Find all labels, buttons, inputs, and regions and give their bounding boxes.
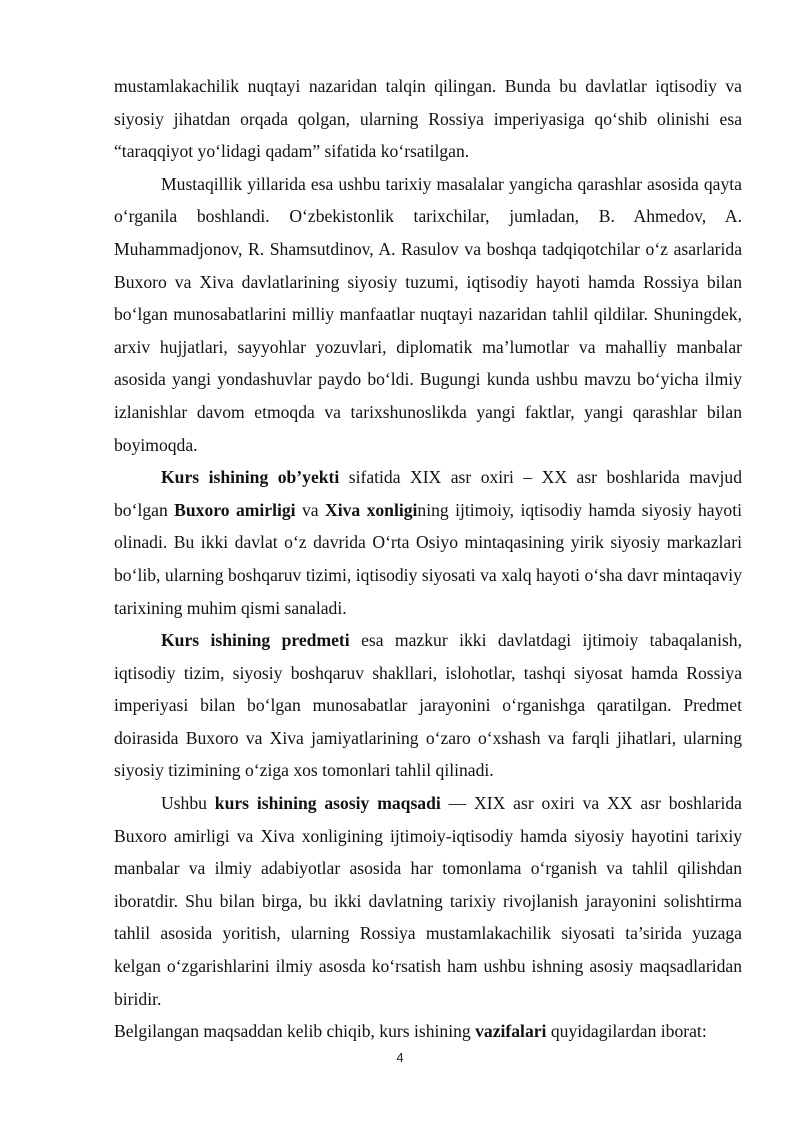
paragraph-text: Mustaqillik yillarida esa ushbu tarixiy masalalar yangicha qarashlar asosida qayta o‘rganila boshlandi. O‘zbekistonlik tarixchilar, jumladan, B. Ahmedov, A. Muhammadjonov, R. Shamsutdinov, A. Rasulov va boshqa tadqiqotchilar o‘z asarlarida Buxoro va Xiva davlatlarining siyosiy tuzumi, iqtisodiy hayoti hamda Rossiya bilan bo‘lgan munosabatlarini milliy manfaatlar nuqtayi nazaridan tahlil qildilar. Shuningdek, arxiv hujjatlari, sayyohlar yozuvlari, diplomatik ma’lumotlar va mahalliy manbalar asosida yangi yondashuvlar paydo bo‘ldi. Bugungi kunda ushbu mavzu bo‘yicha ilmiy izlanishlar davom etmoqda va tarixshunoslikda yangi faktlar, yangi qarashlar bilan boyimoqda. bbox=[114, 173, 742, 455]
paragraph-historiography bbox=[114, 168, 742, 461]
paragraph-text: quyidagilardan iborat: bbox=[546, 1021, 707, 1042]
paragraph-intro-continuation bbox=[114, 70, 742, 168]
paragraph-text: — XIX asr oxiri va XX asr boshlarida Buxoro amirligi va Xiva xonligining ijtimoiy-iqtisodiy hamda siyosiy hayotini tarixiy manbalar va ilmiy adabiyotlar asosida har tomonlama o‘rganish va tahlil qilishdan iboratdir. Shu bilan birga, bu ikki davlatning tarixiy rivojlanish jarayonini solishtirma tahlil asosida yoritish, ularning Rossiya mustamlakachilik siyosati ta’sirida yuzaga kelgan o‘zgarishlarini ilmiy asosda ko‘rsatish ham ushbu ishning asosiy maqsadlaridan biridir. bbox=[114, 793, 742, 1009]
paragraph-object bbox=[114, 461, 742, 624]
paragraph-text: va bbox=[295, 499, 325, 520]
tasks-heading: vazifalari bbox=[475, 1021, 547, 1042]
paragraph-text: sifatida XIX asr oxiri – XX asr boshlarida mavjud bo‘lgan bbox=[114, 467, 743, 520]
paragraph-goal bbox=[114, 787, 742, 1015]
object-heading: Kurs ishining ob’yekti bbox=[161, 467, 340, 488]
paragraph-text: Belgilangan maqsaddan kelib chiqib, kurs ishining bbox=[114, 1021, 476, 1042]
paragraph-tasks-intro bbox=[114, 1015, 742, 1048]
paragraph-text: mustamlakachilik nuqtayi nazaridan talqin qilingan. Bunda bu davlatlar iqtisodiy va siyosiy jihatdan orqada qolgan, ularning Rossiya imperiyasiga qo‘shib olinishi esa “taraqqiyot yo‘lidagi qadam” sifatida ko‘rsatilgan. bbox=[114, 76, 742, 162]
page-number: 4 bbox=[396, 1050, 404, 1065]
paragraph-subject bbox=[114, 624, 742, 787]
paragraph-text: esa mazkur ikki davlatdagi ijtimoiy tabaqalanish, iqtisodiy tizim, siyosiy boshqaruv shakllari, islohotlar, tashqi siyosat hamda Rossiya imperiyasi bilan bo‘lgan munosabatlar jarayonini o‘rganishga qaratilgan. Predmet doirasida Buxoro va Xiva jamiyatlarining o‘zaro o‘xshash va farqli jihatlari, ularning siyosiy tizimining o‘ziga xos tomonlari tahlil qilinadi. bbox=[114, 630, 742, 781]
bukhara-emirate-term: Buxoro amirligi bbox=[174, 499, 296, 520]
paragraph-text: Ushbu bbox=[161, 793, 215, 814]
goal-heading: kurs ishining asosiy maqsadi bbox=[214, 793, 441, 814]
document-body bbox=[114, 70, 742, 1048]
paragraph-text: ning ijtimoiy, iqtisodiy hamda siyosiy hayoti olinadi. Bu ikki davlat o‘z davrida O‘rta Osiyo mintaqasining yirik siyosiy markazlari bo‘lib, ularning boshqaruv tizimi, iqtisodiy siyosati va xalq hayoti o‘sha davr mintaqaviy tarixining muhim qismi sanaladi. bbox=[114, 499, 742, 618]
subject-heading: Kurs ishining predmeti bbox=[161, 630, 350, 651]
khiva-khanate-term: Xiva xonligi bbox=[324, 499, 418, 520]
